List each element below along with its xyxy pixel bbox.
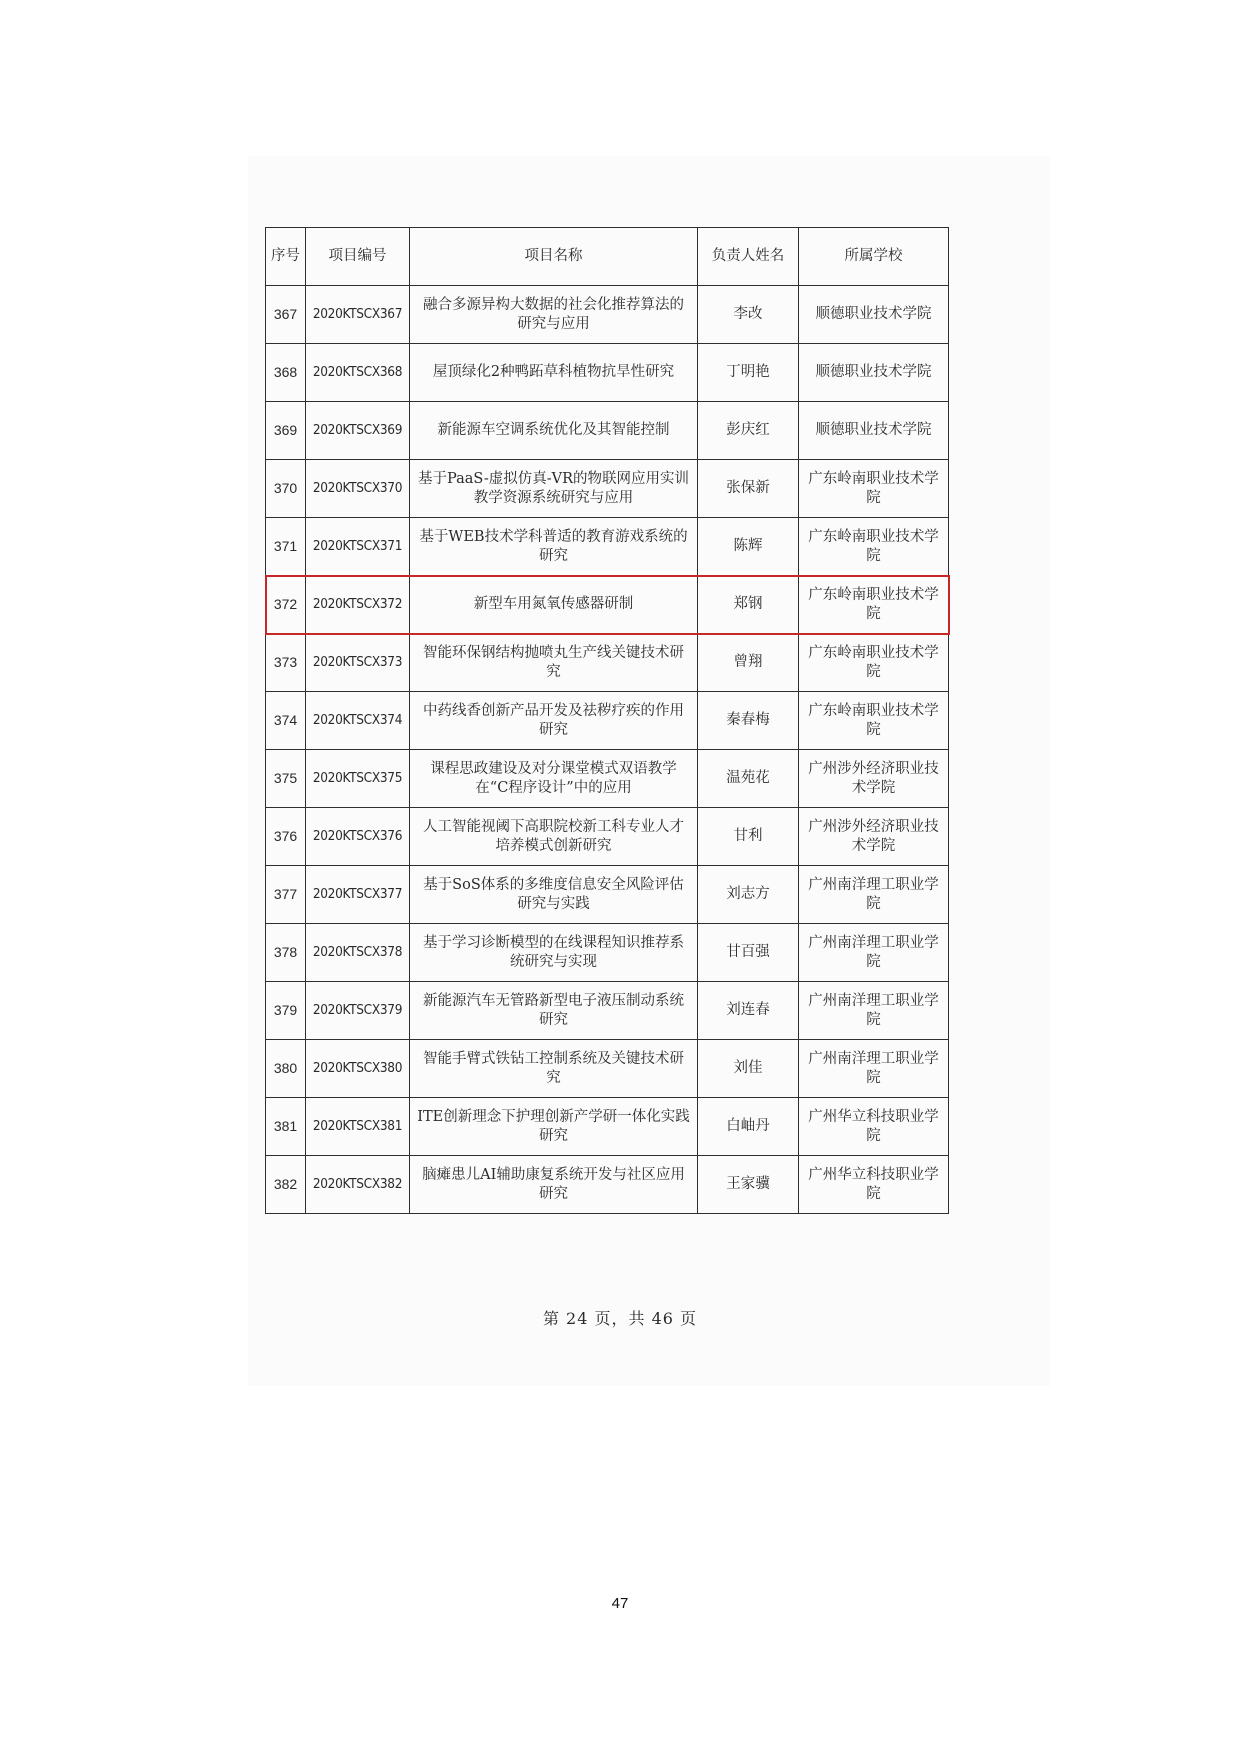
cell-school: 广州涉外经济职业技术学院	[799, 808, 949, 866]
cell-school: 广州南洋理工职业学院	[799, 924, 949, 982]
table-row	[266, 286, 949, 344]
cell-project-name: 基于PaaS-虚拟仿真-VR的物联网应用实训教学资源系统研究与应用	[410, 460, 698, 518]
cell-leader: 王家骥	[698, 1156, 799, 1214]
page-number: 47	[611, 1595, 629, 1612]
cell-school: 广东岭南职业技术学院	[799, 634, 949, 692]
cell-school: 广东岭南职业技术学院	[799, 692, 949, 750]
cell-code: 2020KTSCX369	[306, 402, 410, 460]
header-code: 项目编号	[306, 228, 410, 286]
table-row	[266, 402, 949, 460]
cell-seq: 367	[266, 286, 306, 344]
cell-school: 广东岭南职业技术学院	[799, 518, 949, 576]
cell-leader: 白岫丹	[698, 1098, 799, 1156]
cell-leader: 张保新	[698, 460, 799, 518]
cell-seq: 368	[266, 344, 306, 402]
table-row	[266, 1040, 949, 1098]
table-row	[266, 808, 949, 866]
cell-project-name: 智能手臂式铁钻工控制系统及关键技术研究	[410, 1040, 698, 1098]
table-row	[266, 924, 949, 982]
cell-project-name: 脑瘫患儿AI辅助康复系统开发与社区应用研究	[410, 1156, 698, 1214]
cell-leader: 彭庆红	[698, 402, 799, 460]
cell-code: 2020KTSCX377	[306, 866, 410, 924]
cell-school: 广州南洋理工职业学院	[799, 982, 949, 1040]
table-row	[266, 1156, 949, 1214]
cell-seq: 372	[266, 576, 306, 634]
cell-code: 2020KTSCX380	[306, 1040, 410, 1098]
cell-project-name: 屋顶绿化2种鸭跖草科植物抗旱性研究	[410, 344, 698, 402]
cell-project-name: 融合多源异构大数据的社会化推荐算法的研究与应用	[410, 286, 698, 344]
cell-school: 广东岭南职业技术学院	[799, 460, 949, 518]
cell-project-name: ITE创新理念下护理创新产学研一体化实践研究	[410, 1098, 698, 1156]
cell-school: 顺德职业技术学院	[799, 344, 949, 402]
table-row	[266, 518, 949, 576]
cell-seq: 375	[266, 750, 306, 808]
cell-code: 2020KTSCX372	[306, 576, 410, 634]
cell-seq: 374	[266, 692, 306, 750]
cell-code: 2020KTSCX373	[306, 634, 410, 692]
cell-project-name: 新能源车空调系统优化及其智能控制	[410, 402, 698, 460]
cell-leader: 温苑花	[698, 750, 799, 808]
cell-seq: 378	[266, 924, 306, 982]
cell-school: 广东岭南职业技术学院	[799, 576, 949, 634]
cell-school: 广州涉外经济职业技术学院	[799, 750, 949, 808]
cell-project-name: 中药线香创新产品开发及祛秽疗疾的作用研究	[410, 692, 698, 750]
cell-code: 2020KTSCX379	[306, 982, 410, 1040]
cell-seq: 379	[266, 982, 306, 1040]
cell-leader: 刘佳	[698, 1040, 799, 1098]
table-header-row	[266, 228, 949, 286]
project-table	[265, 227, 949, 1214]
cell-project-name: 人工智能视阈下高职院校新工科专业人才培养模式创新研究	[410, 808, 698, 866]
cell-code: 2020KTSCX370	[306, 460, 410, 518]
cell-seq: 373	[266, 634, 306, 692]
table-row	[266, 866, 949, 924]
cell-code: 2020KTSCX378	[306, 924, 410, 982]
table-row	[266, 576, 949, 634]
cell-leader: 曾翔	[698, 634, 799, 692]
table-row	[266, 634, 949, 692]
header-leader: 负责人姓名	[698, 228, 799, 286]
cell-code: 2020KTSCX376	[306, 808, 410, 866]
cell-project-name: 课程思政建设及对分课堂模式双语教学在“C程序设计”中的应用	[410, 750, 698, 808]
cell-seq: 382	[266, 1156, 306, 1214]
cell-leader: 甘百强	[698, 924, 799, 982]
cell-leader: 甘利	[698, 808, 799, 866]
page-footer-text: 第 24 页，共 46 页	[542, 1309, 698, 1328]
cell-leader: 李改	[698, 286, 799, 344]
cell-project-name: 基于学习诊断模型的在线课程知识推荐系统研究与实现	[410, 924, 698, 982]
table-row	[266, 692, 949, 750]
cell-leader: 秦春梅	[698, 692, 799, 750]
cell-school: 顺德职业技术学院	[799, 402, 949, 460]
cell-seq: 370	[266, 460, 306, 518]
cell-project-name: 新型车用氮氧传感器研制	[410, 576, 698, 634]
header-name: 项目名称	[410, 228, 698, 286]
table-row	[266, 344, 949, 402]
cell-leader: 陈辉	[698, 518, 799, 576]
header-school: 所属学校	[799, 228, 949, 286]
cell-leader: 刘连春	[698, 982, 799, 1040]
table-row	[266, 460, 949, 518]
cell-seq: 380	[266, 1040, 306, 1098]
cell-code: 2020KTSCX382	[306, 1156, 410, 1214]
table-row	[266, 750, 949, 808]
table-row	[266, 1098, 949, 1156]
cell-project-name: 基于SoS体系的多维度信息安全风险评估研究与实践	[410, 866, 698, 924]
cell-project-name: 基于WEB技术学科普适的教育游戏系统的研究	[410, 518, 698, 576]
cell-school: 广州南洋理工职业学院	[799, 1040, 949, 1098]
cell-seq: 377	[266, 866, 306, 924]
cell-code: 2020KTSCX375	[306, 750, 410, 808]
cell-code: 2020KTSCX367	[306, 286, 410, 344]
cell-seq: 369	[266, 402, 306, 460]
cell-school: 广州华立科技职业学院	[799, 1156, 949, 1214]
cell-project-name: 智能环保钢结构抛喷丸生产线关键技术研究	[410, 634, 698, 692]
cell-seq: 371	[266, 518, 306, 576]
cell-school: 广州南洋理工职业学院	[799, 866, 949, 924]
table-body	[266, 286, 949, 1214]
cell-project-name: 新能源汽车无管路新型电子液压制动系统研究	[410, 982, 698, 1040]
cell-code: 2020KTSCX371	[306, 518, 410, 576]
cell-code: 2020KTSCX381	[306, 1098, 410, 1156]
table-row	[266, 982, 949, 1040]
cell-leader: 刘志方	[698, 866, 799, 924]
cell-seq: 376	[266, 808, 306, 866]
cell-seq: 381	[266, 1098, 306, 1156]
cell-leader: 丁明艳	[698, 344, 799, 402]
cell-code: 2020KTSCX368	[306, 344, 410, 402]
cell-leader: 郑钢	[698, 576, 799, 634]
cell-school: 顺德职业技术学院	[799, 286, 949, 344]
cell-school: 广州华立科技职业学院	[799, 1098, 949, 1156]
header-seq: 序号	[266, 228, 306, 286]
cell-code: 2020KTSCX374	[306, 692, 410, 750]
